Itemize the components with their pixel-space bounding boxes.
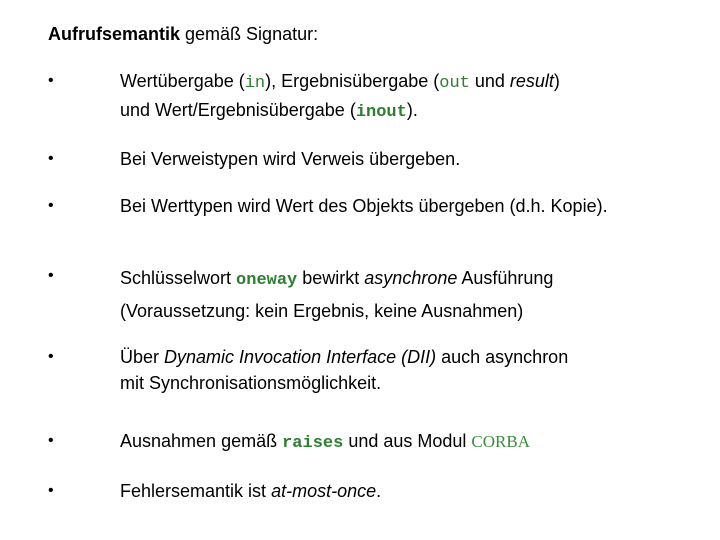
module-name: CORBA <box>471 432 530 451</box>
page-title <box>48 22 318 46</box>
text-segment: Schlüsselwort <box>120 268 237 288</box>
text-segment: . <box>376 481 382 501</box>
list-item <box>0 478 720 504</box>
bullet-icon: • <box>48 267 54 284</box>
list-item <box>0 344 720 396</box>
text-segment: bewirkt <box>297 268 365 288</box>
italic-term: at-most-once <box>271 481 377 501</box>
list-item-text <box>120 478 710 504</box>
list-item <box>0 146 720 172</box>
text-segment: ), Ergebnisübergabe ( <box>265 71 440 91</box>
text-segment: Fehlersemantik ist <box>120 481 272 501</box>
text-segment: Über <box>120 347 165 367</box>
list-item <box>0 193 720 219</box>
list-item-text: Bei Verweistypen wird Verweis übergeben. <box>120 149 461 169</box>
bullet-icon: • <box>48 150 54 167</box>
code-keyword: inout <box>355 103 407 122</box>
text-segment: ) <box>553 71 560 91</box>
code-keyword: oneway <box>236 271 298 290</box>
code-keyword: out <box>439 74 470 93</box>
list-item-text <box>120 428 710 457</box>
text-segment: Wertübergabe ( <box>120 71 245 91</box>
list-item <box>0 428 720 454</box>
list-item <box>0 68 720 120</box>
italic-term: asynchrone <box>364 268 458 288</box>
code-keyword: raises <box>282 434 344 453</box>
code-keyword: in <box>244 74 266 93</box>
italic-term: result <box>509 71 554 91</box>
list-item-line: (Voraussetzung: kein Ergebnis, keine Ausnahmen) <box>120 301 524 321</box>
list-item-text <box>120 68 710 126</box>
bullet-icon: • <box>48 432 54 449</box>
list-item-line <box>120 263 710 296</box>
list-item-line <box>120 68 710 97</box>
bullet-icon: • <box>48 197 54 214</box>
italic-term: Dynamic Invocation Interface (DII) <box>164 347 437 367</box>
text-segment: und aus Modul <box>343 431 472 451</box>
list-item-line: mit Synchronisationsmöglichkeit. <box>120 373 382 393</box>
title-bold: Aufrufsemantik <box>48 24 181 44</box>
list-item-line <box>120 97 710 126</box>
list-item-line <box>120 344 710 370</box>
text-segment: und Wert/Ergebnisübergabe ( <box>120 100 356 120</box>
list-item-text <box>120 263 710 326</box>
bullet-icon: • <box>48 482 54 499</box>
list-item-text <box>120 344 710 396</box>
text-segment: ). <box>406 100 418 120</box>
text-segment: auch asynchron <box>436 347 569 367</box>
text-segment: und <box>469 71 510 91</box>
list-item <box>0 263 720 323</box>
text-segment: Ausführung <box>457 268 554 288</box>
title-rest: gemäß Signatur: <box>180 24 319 44</box>
bullet-icon: • <box>48 72 54 89</box>
text-segment: Ausnahmen gemäß <box>120 431 283 451</box>
list-item-text: Bei Werttypen wird Wert des Objekts übergeben (d.h. Kopie). <box>120 196 608 216</box>
bullet-icon: • <box>48 348 54 365</box>
